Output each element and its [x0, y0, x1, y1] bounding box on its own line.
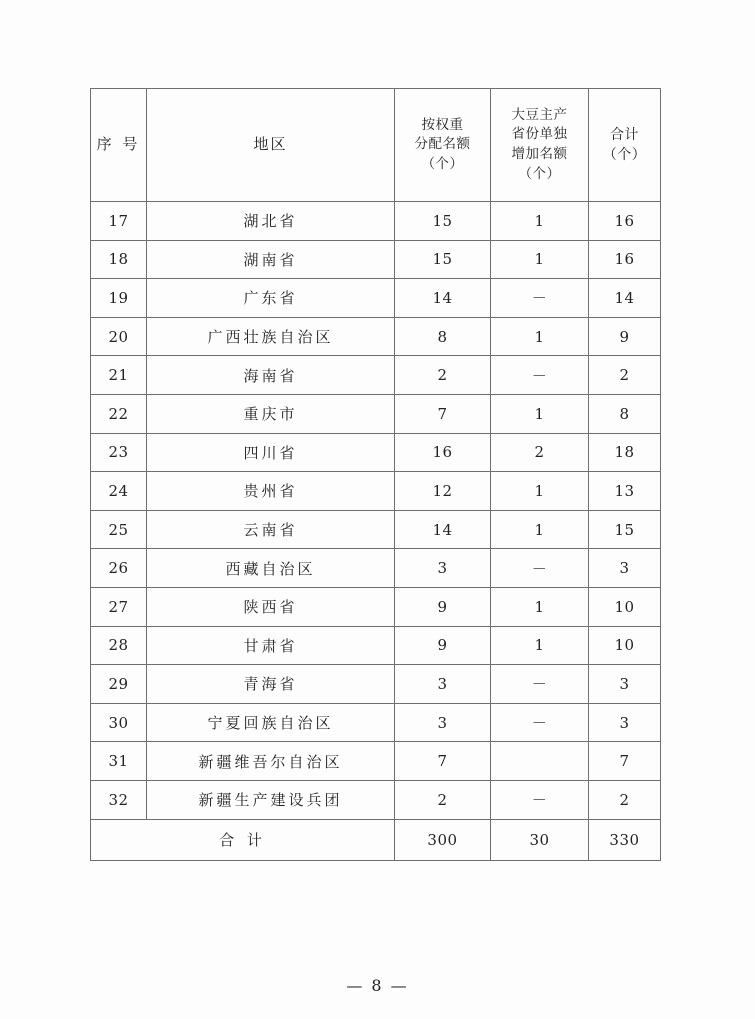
cell-total: 9 [589, 317, 661, 356]
cell-weighted-quota: 2 [395, 780, 491, 819]
cell-sequence: 18 [91, 240, 147, 279]
cell-sequence: 23 [91, 433, 147, 472]
cell-soybean-extra-quota: － [491, 549, 589, 588]
cell-region: 西藏自治区 [147, 549, 395, 588]
cell-soybean-extra-quota: 1 [491, 394, 589, 433]
cell-soybean-extra-quota: 1 [491, 202, 589, 241]
cell-weighted-quota: 14 [395, 279, 491, 318]
table-row [91, 780, 661, 819]
header-total-line1: 合计 [610, 126, 639, 143]
cell-sequence: 32 [91, 780, 147, 819]
cell-soybean-extra-quota: － [491, 279, 589, 318]
table-total-row [91, 819, 661, 860]
header-weighted-line1: 按权重 [421, 116, 464, 133]
table-row [91, 665, 661, 704]
cell-sequence: 30 [91, 703, 147, 742]
table-row [91, 742, 661, 781]
cell-total: 13 [589, 472, 661, 511]
cell-region: 海南省 [147, 356, 395, 395]
cell-total: 2 [589, 780, 661, 819]
cell-total: 14 [589, 279, 661, 318]
header-cell-soybean-extra-quota [491, 89, 589, 202]
table-row [91, 279, 661, 318]
cell-total-label: 合 计 [91, 819, 395, 860]
cell-sequence: 19 [91, 279, 147, 318]
cell-total: 16 [589, 240, 661, 279]
header-soybean-line3: 增加名额 [511, 146, 568, 162]
cell-region: 重庆市 [147, 394, 395, 433]
cell-region: 湖南省 [147, 240, 395, 279]
cell-region: 贵州省 [147, 472, 395, 511]
cell-region: 青海省 [147, 665, 395, 704]
header-cell-weighted-quota [395, 89, 491, 202]
page-number: — 8 — [346, 976, 409, 995]
cell-weighted-quota: 12 [395, 472, 491, 511]
cell-region: 新疆维吾尔自治区 [147, 742, 395, 781]
cell-weighted-quota: 3 [395, 703, 491, 742]
cell-total: 3 [589, 549, 661, 588]
header-soybean-line1: 大豆主产 [511, 106, 568, 123]
cell-weighted-quota: 7 [395, 394, 491, 433]
cell-weighted-quota: 3 [395, 665, 491, 704]
cell-total: 15 [589, 510, 661, 549]
cell-region: 甘肃省 [147, 626, 395, 665]
cell-soybean-extra-quota: － [491, 665, 589, 704]
header-soybean-line2: 省份单独 [511, 126, 568, 143]
cell-soybean-extra-quota: 1 [491, 587, 589, 626]
cell-sequence: 27 [91, 587, 147, 626]
table-header [91, 89, 661, 202]
cell-sequence: 25 [91, 510, 147, 549]
header-cell-sequence: 序 号 [91, 89, 147, 202]
table-row [91, 549, 661, 588]
header-weighted-line3: （个） [421, 155, 464, 172]
cell-total: 3 [589, 703, 661, 742]
cell-region: 四川省 [147, 433, 395, 472]
cell-weighted-quota: 7 [395, 742, 491, 781]
cell-soybean-extra-quota: － [491, 780, 589, 819]
cell-soybean-extra-quota: － [491, 703, 589, 742]
cell-soybean-extra-quota: 1 [491, 510, 589, 549]
cell-region: 广西壮族自治区 [147, 317, 395, 356]
cell-soybean-extra-quota [491, 742, 589, 781]
cell-total-sum: 330 [589, 819, 661, 860]
cell-sequence: 17 [91, 202, 147, 241]
cell-total: 10 [589, 626, 661, 665]
cell-sequence: 29 [91, 665, 147, 704]
cell-soybean-extra-quota: － [491, 356, 589, 395]
cell-total: 7 [589, 742, 661, 781]
table-row [91, 626, 661, 665]
cell-sequence: 26 [91, 549, 147, 588]
cell-total: 10 [589, 587, 661, 626]
quota-table [90, 88, 661, 861]
cell-region: 宁夏回族自治区 [147, 703, 395, 742]
cell-region: 陕西省 [147, 587, 395, 626]
cell-weighted-quota: 14 [395, 510, 491, 549]
cell-weighted-quota: 8 [395, 317, 491, 356]
cell-sequence: 24 [91, 472, 147, 511]
cell-sequence: 20 [91, 317, 147, 356]
cell-total: 18 [589, 433, 661, 472]
table-row [91, 202, 661, 241]
table-row [91, 510, 661, 549]
cell-weighted-quota: 15 [395, 202, 491, 241]
cell-total: 16 [589, 202, 661, 241]
cell-region: 湖北省 [147, 202, 395, 241]
table-row [91, 240, 661, 279]
cell-total: 2 [589, 356, 661, 395]
cell-weighted-quota: 9 [395, 626, 491, 665]
cell-sequence: 21 [91, 356, 147, 395]
cell-soybean-extra-quota: 1 [491, 240, 589, 279]
header-cell-total [589, 89, 661, 202]
header-cell-region: 地区 [147, 89, 395, 202]
cell-total-weighted: 300 [395, 819, 491, 860]
cell-weighted-quota: 15 [395, 240, 491, 279]
header-weighted-line2: 分配名额 [414, 136, 471, 153]
table-row [91, 317, 661, 356]
cell-soybean-extra-quota: 1 [491, 626, 589, 665]
cell-total: 8 [589, 394, 661, 433]
table-body [91, 202, 661, 861]
cell-total: 3 [589, 665, 661, 704]
cell-weighted-quota: 2 [395, 356, 491, 395]
cell-soybean-extra-quota: 1 [491, 472, 589, 511]
cell-region: 云南省 [147, 510, 395, 549]
header-soybean-line4: （个） [518, 165, 561, 182]
cell-soybean-extra-quota: 1 [491, 317, 589, 356]
header-row [91, 89, 661, 202]
cell-region: 广东省 [147, 279, 395, 318]
cell-soybean-extra-quota: 2 [491, 433, 589, 472]
cell-sequence: 31 [91, 742, 147, 781]
cell-weighted-quota: 16 [395, 433, 491, 472]
cell-weighted-quota: 3 [395, 549, 491, 588]
table-row [91, 472, 661, 511]
table-row [91, 587, 661, 626]
quota-table-container [90, 88, 660, 861]
cell-total-soybean: 30 [491, 819, 589, 860]
table-row [91, 394, 661, 433]
cell-weighted-quota: 9 [395, 587, 491, 626]
cell-sequence: 22 [91, 394, 147, 433]
cell-sequence: 28 [91, 626, 147, 665]
table-row [91, 703, 661, 742]
table-row [91, 356, 661, 395]
table-row [91, 433, 661, 472]
cell-region: 新疆生产建设兵团 [147, 780, 395, 819]
header-total-line2: （个） [602, 147, 647, 163]
